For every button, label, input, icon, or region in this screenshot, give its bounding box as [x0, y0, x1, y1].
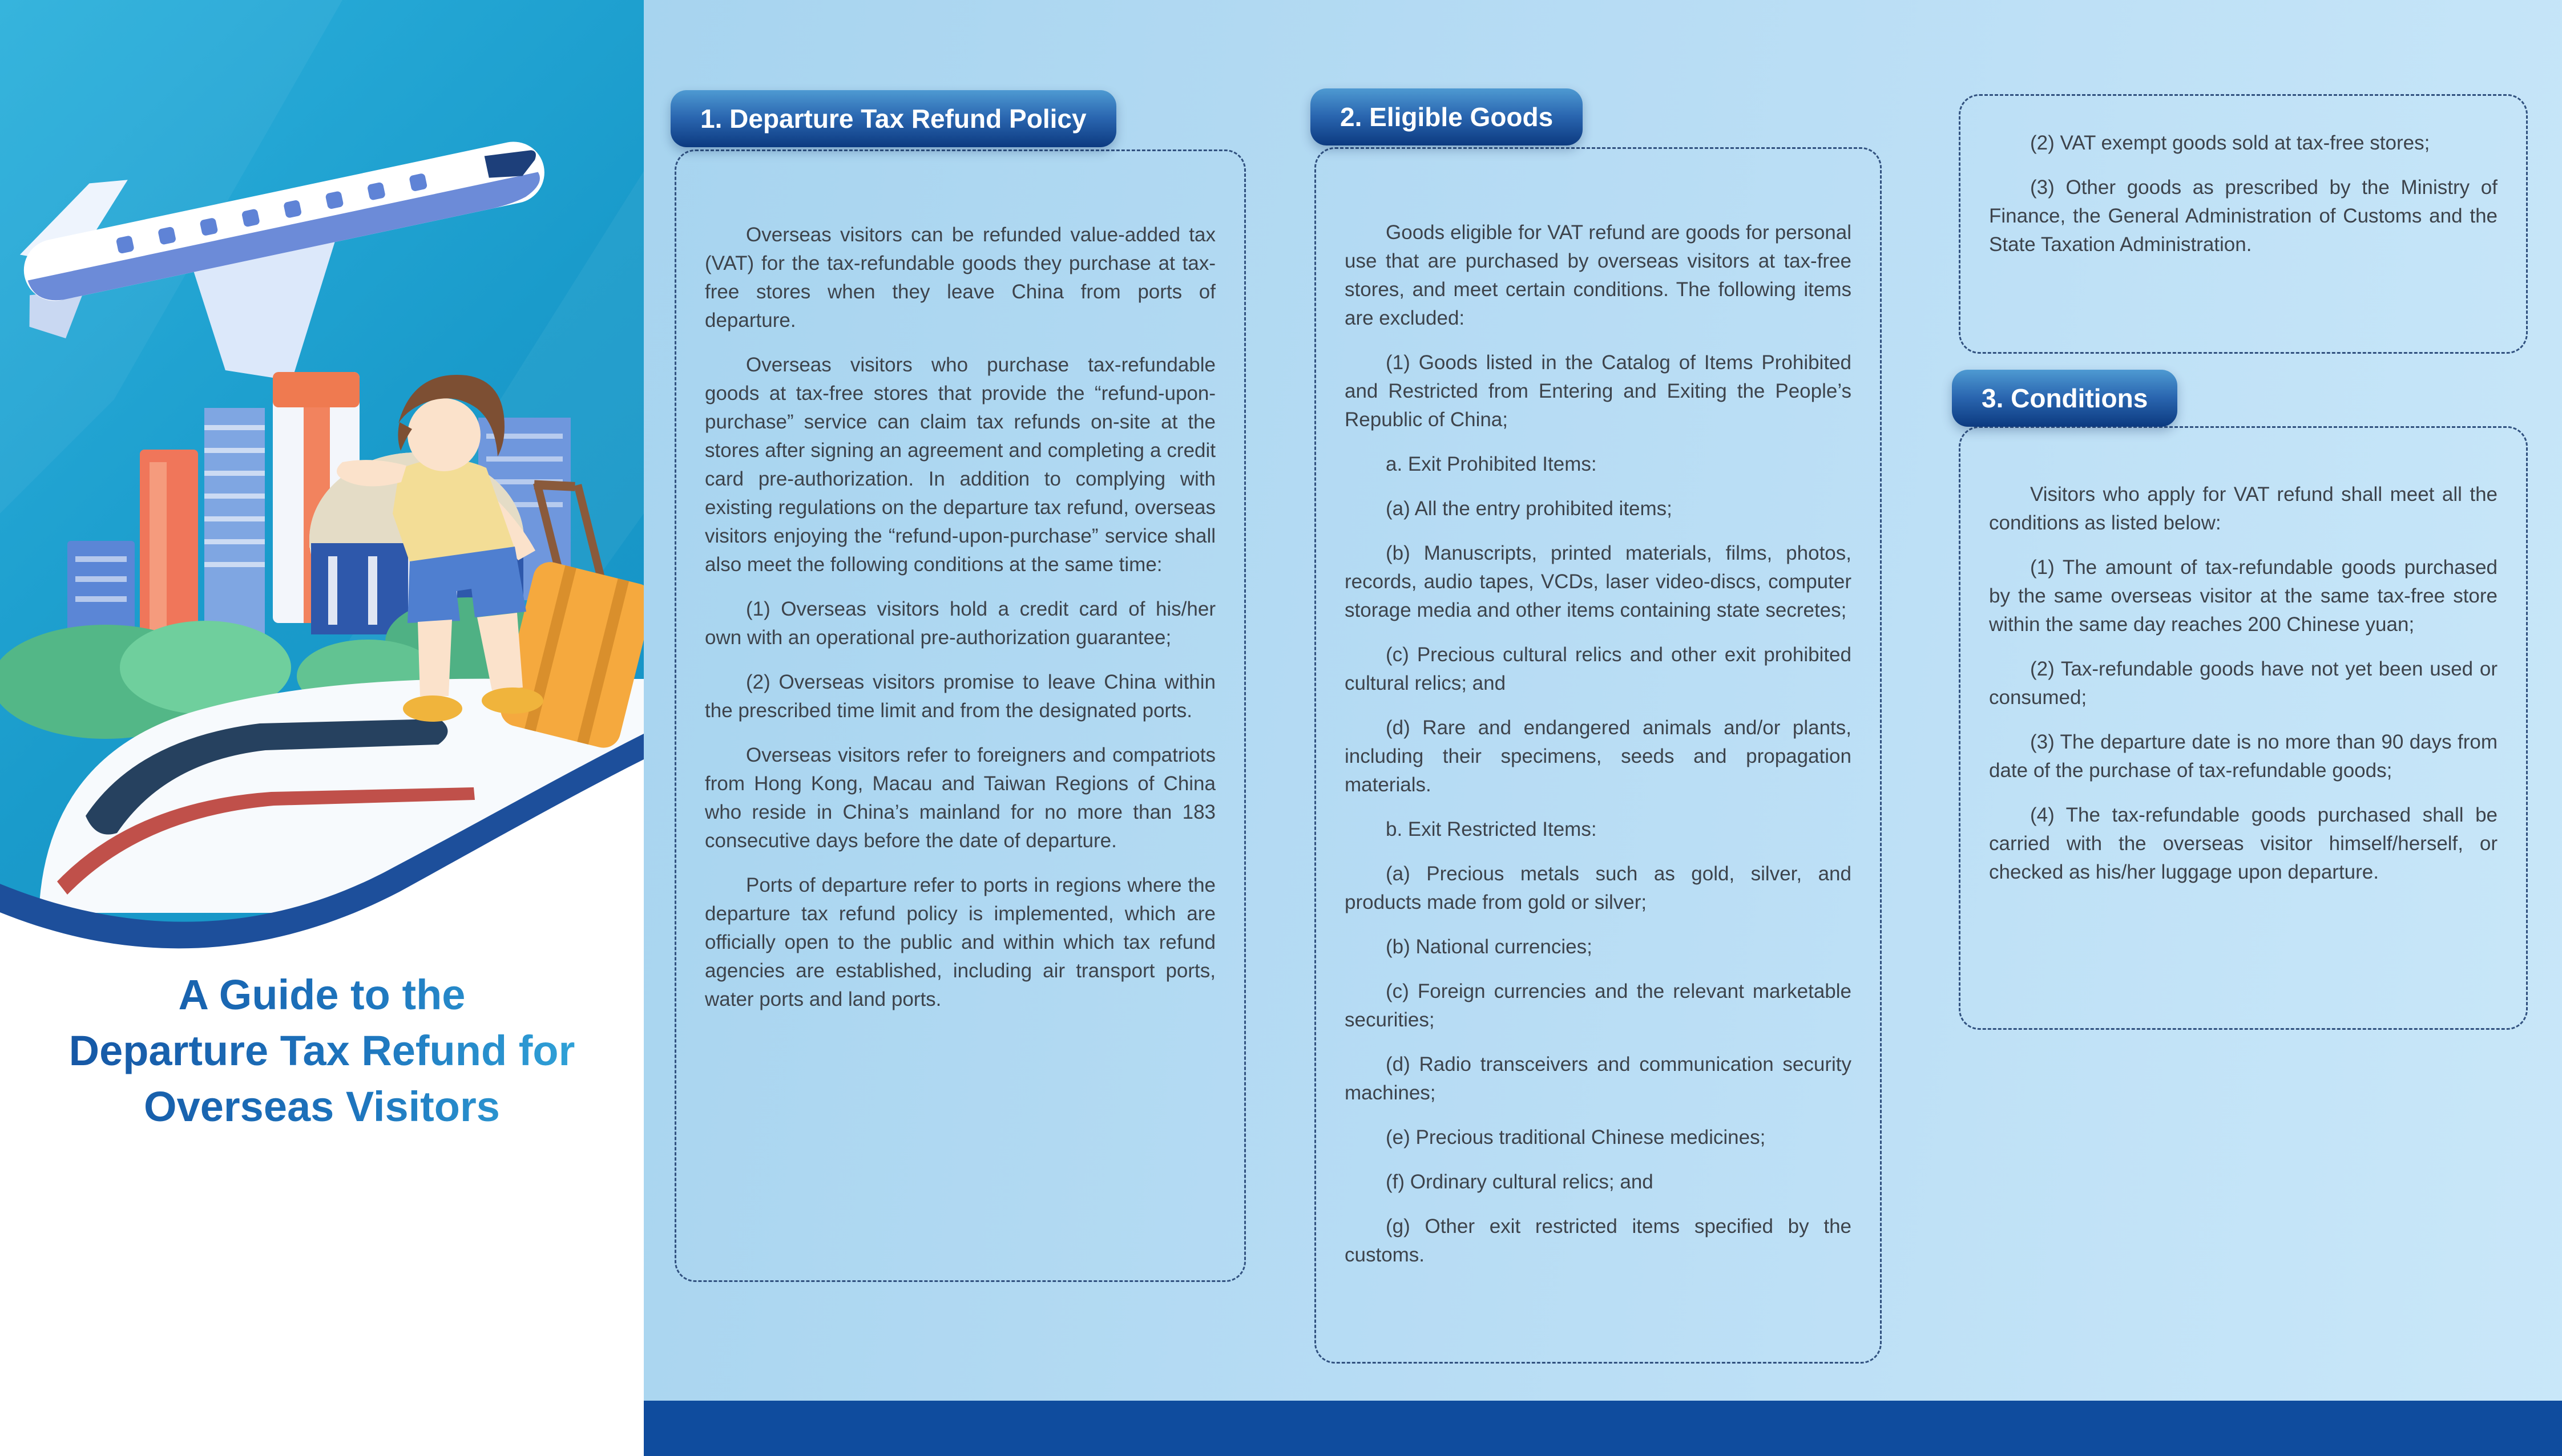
section-header-conditions	[1952, 370, 2177, 427]
paragraph: b. Exit Restricted Items:	[1386, 818, 1597, 840]
paragraph: (2) Tax-refundable goods have not yet been used or consumed;	[1989, 658, 2498, 709]
paragraph: Ports of departure refer to ports in regions where the departure tax refund policy is implemented, which are officially open to the public and within which tax refund agencies are established, including air transport ports, water ports and land ports.	[705, 874, 1216, 1010]
paragraph: Goods eligible for VAT refund are goods for personal use that are purchased by overseas visitors at tax-free stores, and meet certain conditions. The following items are excluded:	[1345, 221, 1851, 329]
paragraph: Overseas visitors who purchase tax-refundable goods at tax-free stores that provide the “refund-upon-purchase” service can claim tax refunds on-site at the stores after signing an agreement and completing a credit card pre-authorization. In addition to complying with existing regulations on the departure tax refund, overseas visitors enjoying the “refund-upon-purchase” service shall also meet the following conditions at the same time:	[705, 354, 1216, 576]
policy-text-box	[675, 149, 1246, 1282]
paragraph: (g) Other exit restricted items specified by the customs.	[1345, 1215, 1851, 1266]
eligible-goods-text-box	[1314, 147, 1882, 1364]
paragraph: (3) Other goods as prescribed by the Ministry of Finance, the General Administration of Customs and the State Taxation Administration.	[1989, 176, 2498, 256]
brochure-title-line: A Guide to the	[178, 971, 466, 1018]
paragraph: Overseas visitors refer to foreigners and compatriots from Hong Kong, Macau and Taiwan Regions of China who reside in China’s mainland for no more than 183 consecutive days before the date of departure.	[705, 744, 1216, 852]
paragraph: (1) Overseas visitors hold a credit card of his/her own with an operational pre-authorization guarantee;	[705, 598, 1216, 649]
content-area	[644, 0, 2562, 1456]
paragraph: (4) The tax-refundable goods purchased shall be carried with the overseas visitor himself/herself, or checked as his/her luggage upon departure.	[1989, 804, 2498, 883]
paragraph: (a) All the entry prohibited items;	[1386, 498, 1672, 520]
left-illustration-panel	[0, 0, 644, 1456]
conditions-text-box	[1959, 426, 2528, 1030]
paragraph: (2) VAT exempt goods sold at tax-free stores;	[2030, 132, 2430, 154]
paragraph: (1) Goods listed in the Catalog of Items Prohibited and Restricted from Entering and Exiting the People’s Republic of China;	[1345, 351, 1851, 431]
footer-bar	[644, 1401, 2562, 1456]
paragraph: (b) Manuscripts, printed materials, films, photos, records, audio tapes, VCDs, laser video-discs, computer storage media and other items containing state secretes;	[1345, 542, 1851, 621]
brochure-title-line: Departure Tax Refund for	[68, 1027, 575, 1074]
brochure-title-line: Overseas Visitors	[144, 1083, 500, 1130]
paragraph: (1) The amount of tax-refundable goods purchased by the same overseas visitor at the same tax-free store within the same day reaches 200 Chinese yuan;	[1989, 556, 2498, 636]
section-header-label: 2. Eligible Goods	[1340, 102, 1554, 132]
travel-illustration	[0, 0, 644, 1456]
eligible-goods-continued-text-box	[1959, 94, 2528, 354]
brochure-title	[0, 967, 644, 1135]
section-header-departure-tax-refund-policy	[671, 90, 1116, 147]
section-header-eligible-goods	[1310, 88, 1583, 145]
paragraph: (c) Precious cultural relics and other exit prohibited cultural relics; and	[1345, 644, 1851, 694]
paragraph: (d) Radio transceivers and communication security machines;	[1345, 1053, 1851, 1104]
paragraph: (f) Ordinary cultural relics; and	[1386, 1171, 1653, 1193]
paragraph: (3) The departure date is no more than 90 days from date of the purchase of tax-refundable goods;	[1989, 731, 2498, 782]
section-header-label: 3. Conditions	[1982, 383, 2148, 413]
paragraph: (b) National currencies;	[1386, 936, 1592, 958]
paragraph: (2) Overseas visitors promise to leave China within the prescribed time limit and from the designated ports.	[705, 671, 1216, 722]
paragraph: (d) Rare and endangered animals and/or plants, including their specimens, seeds and propagation materials.	[1345, 717, 1851, 796]
paragraph: (c) Foreign currencies and the relevant marketable securities;	[1345, 980, 1851, 1031]
paragraph: a. Exit Prohibited Items:	[1386, 453, 1597, 475]
section-header-label: 1. Departure Tax Refund Policy	[700, 104, 1087, 134]
paragraph: Visitors who apply for VAT refund shall meet all the conditions as listed below:	[1989, 483, 2498, 534]
paragraph: (a) Precious metals such as gold, silver, and products made from gold or silver;	[1345, 863, 1851, 913]
paragraph: (e) Precious traditional Chinese medicines;	[1386, 1126, 1766, 1148]
paragraph: Overseas visitors can be refunded value-added tax (VAT) for the tax-refundable goods they purchase at tax-free stores when they leave China from ports of departure.	[705, 224, 1216, 331]
